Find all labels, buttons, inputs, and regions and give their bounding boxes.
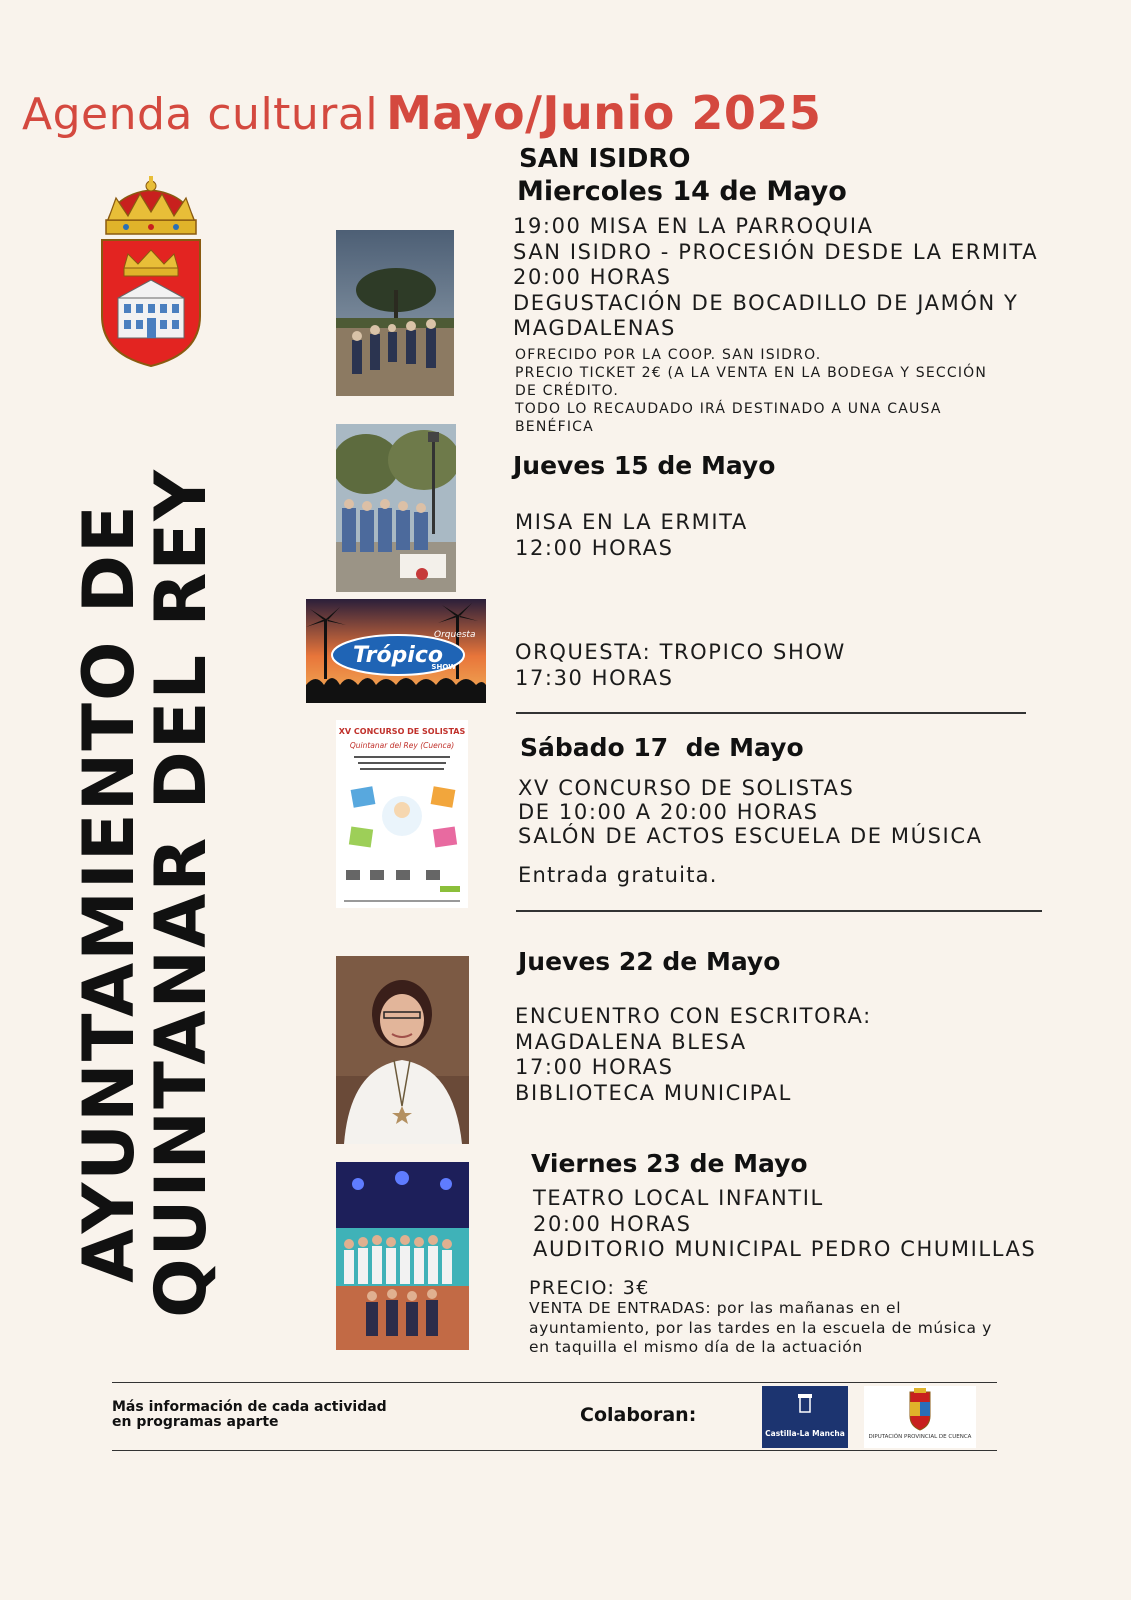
viernes23-date: Viernes 23 de Mayo	[531, 1149, 808, 1178]
viernes23-sales-line: ayuntamiento, por las tardes en la escuela de música y	[529, 1318, 992, 1337]
jueves22-line: MAGDALENA BLESA	[515, 1029, 747, 1054]
coat-of-arms-logo	[96, 176, 206, 368]
municipality-vertical-title	[55, 415, 235, 1370]
san-isidro-note: PRECIO TICKET 2€ (A LA VENTA EN LA BODEGA Y SECCIÓN	[515, 365, 988, 381]
divider	[516, 910, 1042, 912]
san-isidro-notes	[515, 346, 987, 436]
diputacion-cuenca-label: DIPUTACIÓN PROVINCIAL DE CUENCA	[868, 1434, 972, 1440]
jueves15-date: Jueves 15 de Mayo	[513, 451, 776, 480]
ermita-mass-photo	[336, 424, 456, 592]
jueves22-line: ENCUENTRO CON ESCRITORA:	[515, 1004, 872, 1028]
sabado17-details	[518, 776, 983, 848]
footer-bottom-rule	[112, 1450, 997, 1451]
viernes23-sales-line: en taquilla el mismo día de la actuación	[529, 1338, 863, 1356]
tropico-poster-show: SHOW	[431, 663, 456, 671]
orquesta-line: 17:30 HORAS	[515, 665, 674, 690]
orquesta-details	[515, 640, 846, 691]
san-isidro-note: BENÉFICA	[515, 419, 594, 435]
viernes23-sales-info	[529, 1299, 992, 1358]
more-info-line2: en programas aparte	[112, 1414, 279, 1430]
diputacion-cuenca-logo	[864, 1386, 976, 1448]
sabado17-line: SALÓN DE ACTOS ESCUELA DE MÚSICA	[518, 824, 983, 848]
more-info-note	[112, 1400, 387, 1430]
viernes23-sales-line: VENTA DE ENTRADAS: por las mañanas en el	[529, 1299, 902, 1317]
san-isidro-title: SAN ISIDRO	[519, 144, 691, 174]
divider	[516, 712, 1026, 714]
tropico-poster-small: Orquesta	[434, 630, 476, 640]
orquesta-line: ORQUESTA: TROPICO SHOW	[515, 640, 846, 664]
jueves15-line: MISA EN LA ERMITA	[515, 510, 748, 534]
jueves22-line: BIBLIOTECA MUNICIPAL	[515, 1080, 792, 1105]
viernes23-line: AUDITORIO MUNICIPAL PEDRO CHUMILLAS	[533, 1237, 1037, 1261]
castilla-la-mancha-label: Castilla-La Mancha	[765, 1429, 845, 1438]
san-isidro-line: 19:00 MISA EN LA PARROQUIA	[513, 214, 874, 238]
viernes23-price: PRECIO: 3€	[529, 1277, 650, 1299]
jueves22-details	[515, 1004, 872, 1106]
footer-top-rule	[112, 1382, 997, 1383]
vertical-title-line2: QUINTANAR DEL REY	[140, 467, 222, 1318]
castilla-la-mancha-logo	[762, 1386, 848, 1448]
jueves15-details	[515, 510, 748, 561]
san-isidro-date: Miercoles 14 de Mayo	[517, 176, 847, 207]
colaboran-label: Colaboran:	[580, 1404, 697, 1426]
san-isidro-line: 20:00 HORAS	[513, 265, 672, 289]
sabado17-line: XV CONCURSO DE SOLISTAS	[518, 776, 855, 800]
jueves22-line: 17:00 HORAS	[515, 1055, 674, 1079]
viernes23-line: TEATRO LOCAL INFANTIL	[533, 1186, 824, 1210]
tropico-poster-name: Trópico	[353, 643, 443, 668]
procession-photo	[336, 230, 454, 396]
children-theatre-photo	[336, 1162, 469, 1350]
sabado17-line: DE 10:00 A 20:00 HORAS	[518, 800, 819, 824]
san-isidro-note: TODO LO RECAUDADO IRÁ DESTINADO A UNA CAUSA	[515, 401, 942, 417]
page-title	[22, 86, 821, 140]
title-light: Agenda cultural	[22, 89, 379, 140]
title-bold: Mayo/Junio 2025	[386, 86, 822, 140]
writer-portrait-photo	[336, 956, 469, 1144]
solistas-poster	[336, 720, 468, 908]
san-isidro-note: DE CRÉDITO.	[515, 383, 619, 399]
jueves22-date: Jueves 22 de Mayo	[518, 947, 781, 976]
sabado17-date: Sábado 17 de Mayo	[520, 733, 804, 762]
more-info-line1: Más información de cada actividad	[112, 1399, 387, 1415]
san-isidro-line: SAN ISIDRO - PROCESIÓN DESDE LA ERMITA	[513, 239, 1039, 264]
san-isidro-details	[513, 214, 1038, 342]
san-isidro-note: OFRECIDO POR LA COOP. SAN ISIDRO.	[515, 347, 822, 363]
viernes23-details	[533, 1186, 1036, 1263]
san-isidro-line: DEGUSTACIÓN DE BOCADILLO DE JAMÓN Y	[513, 290, 1019, 315]
solistas-poster-subtitle: Quintanar del Rey (Cuenca)	[349, 741, 455, 750]
solistas-poster-title: XV CONCURSO DE SOLISTAS	[338, 727, 466, 736]
san-isidro-line: MAGDALENAS	[513, 316, 676, 340]
vertical-title-line1: AYUNTAMIENTO DE	[68, 502, 150, 1283]
jueves15-line: 12:00 HORAS	[515, 535, 674, 560]
viernes23-line: 20:00 HORAS	[533, 1211, 692, 1236]
sabado17-free-entry: Entrada gratuita.	[518, 863, 718, 887]
tropico-show-poster	[306, 599, 486, 703]
